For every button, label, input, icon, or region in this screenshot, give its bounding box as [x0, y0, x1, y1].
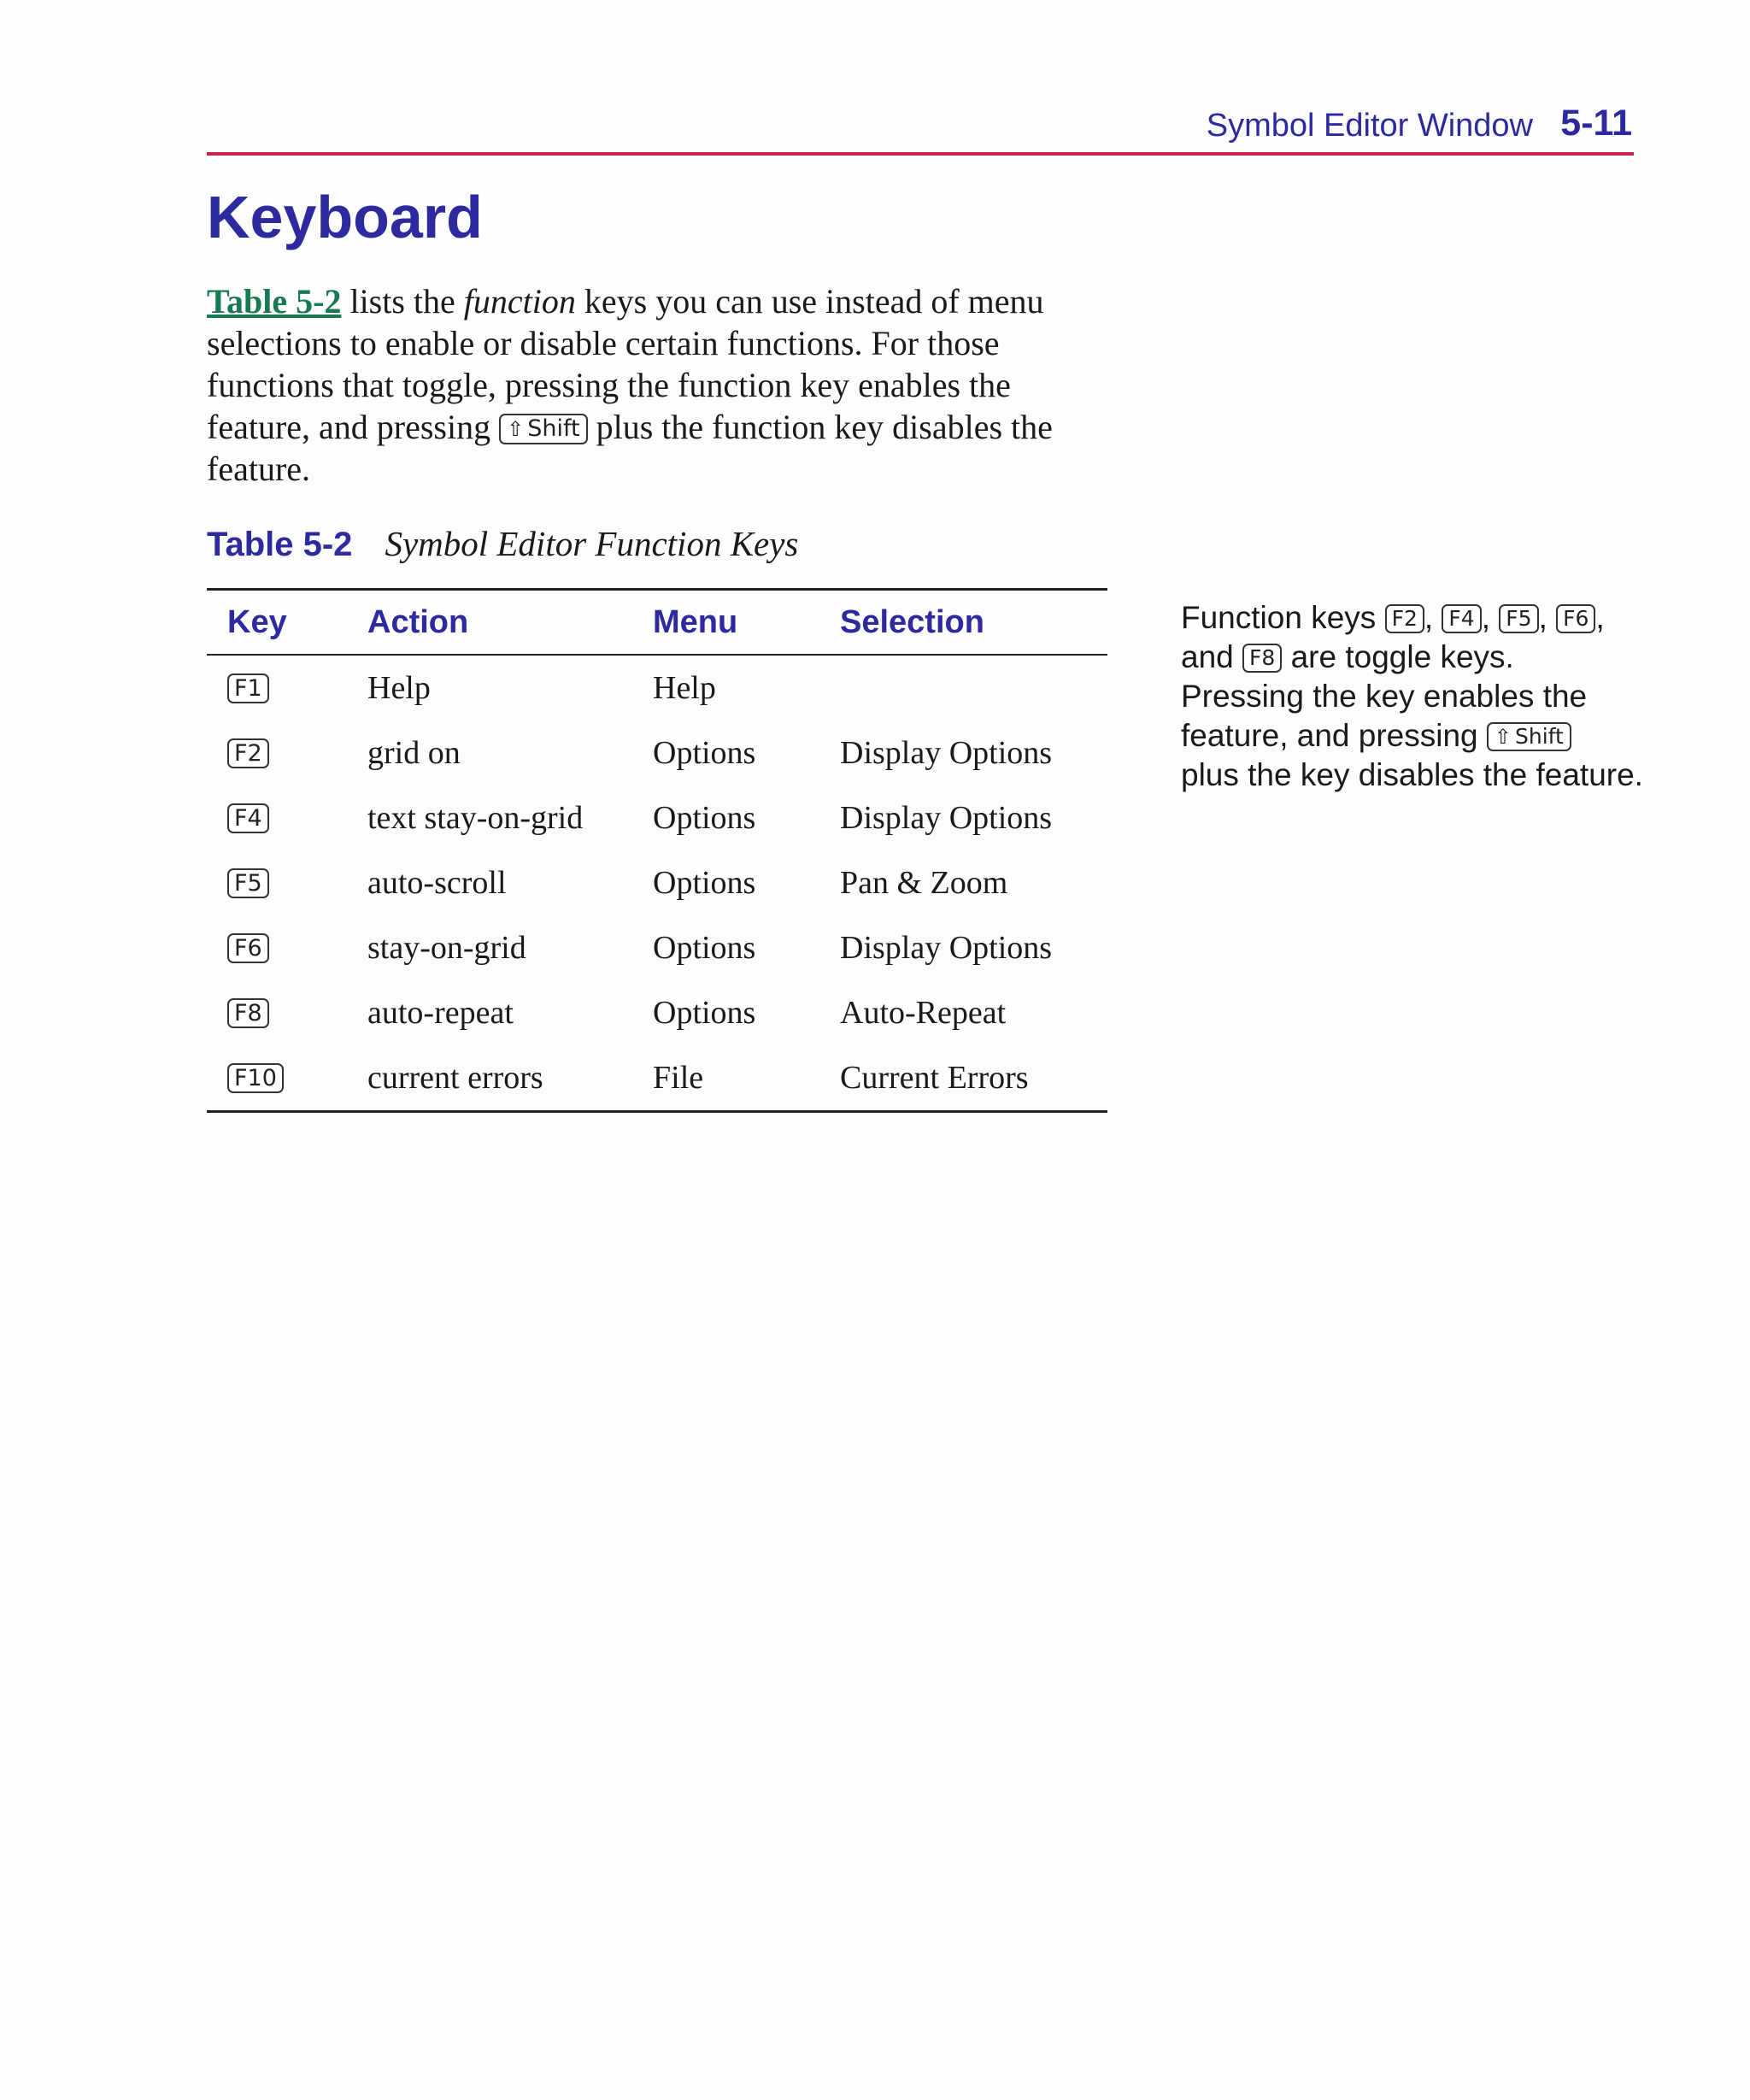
table-caption-label: Table 5-2 [207, 526, 353, 563]
cell-selection: Display Options [840, 735, 1053, 771]
shift-key-label: Shift [1515, 724, 1564, 749]
intro-paragraph [207, 280, 1121, 490]
margin-note-line-2 [1181, 638, 1694, 677]
function-key-badge: F1 [227, 674, 269, 703]
f5-key: F5 [1499, 604, 1538, 633]
function-key-badge: F10 [227, 1063, 284, 1093]
page-header [207, 101, 1634, 156]
section-heading: Keyboard [207, 184, 483, 250]
col-header-key: Key [207, 590, 367, 656]
cell-menu: Options [653, 930, 756, 966]
cell-action: text stay-on-grid [367, 800, 584, 836]
table-caption-title: Symbol Editor Function Keys [385, 524, 799, 563]
table-header-row [207, 590, 1107, 656]
f2-key: F2 [1385, 604, 1424, 633]
cell-menu: File [653, 1060, 704, 1096]
cell-menu: Help [653, 670, 716, 706]
margin-note-text: and [1181, 639, 1243, 674]
margin-note-text: are toggle keys. [1282, 639, 1514, 674]
function-key-badge: F4 [227, 803, 269, 833]
margin-note-line-1 [1181, 598, 1694, 638]
shift-arrow-icon: ⇧ [1494, 725, 1512, 749]
f4-key: F4 [1442, 604, 1481, 633]
table-row [207, 785, 1107, 850]
shift-key [1487, 722, 1571, 751]
f6-key: F6 [1556, 604, 1595, 633]
cell-selection: Current Errors [840, 1060, 1029, 1096]
function-key-badge: F5 [227, 868, 269, 898]
margin-note [1181, 598, 1694, 795]
shift-arrow-icon: ⇧ [507, 417, 525, 441]
cell-action: stay-on-grid [367, 930, 526, 966]
cell-action: grid on [367, 735, 461, 771]
table-row [207, 1045, 1107, 1112]
function-key-badge: F8 [227, 998, 269, 1028]
intro-text-3: plus the function key disables the feature. [207, 408, 1053, 488]
shift-key-label: Shift [527, 415, 580, 442]
margin-note-text: feature, and pressing [1181, 718, 1487, 753]
col-header-action: Action [367, 590, 653, 656]
cell-selection: Pan & Zoom [840, 865, 1008, 901]
table-row [207, 721, 1107, 785]
col-header-menu: Menu [653, 590, 840, 656]
function-key-badge: F2 [227, 738, 269, 768]
table-row [207, 850, 1107, 915]
cell-selection: Display Options [840, 930, 1053, 966]
intro-emphasis: function [463, 282, 576, 321]
shift-key [499, 414, 587, 444]
cell-action: current errors [367, 1060, 543, 1096]
margin-note-text: , [1595, 600, 1605, 635]
page-number: 5-11 [1560, 103, 1632, 144]
table-row [207, 915, 1107, 980]
margin-note-line-3: Pressing the key enables the [1181, 679, 1588, 714]
table-row [207, 980, 1107, 1045]
table-row [207, 655, 1107, 721]
cell-menu: Options [653, 865, 756, 901]
col-header-selection: Selection [840, 590, 1107, 656]
margin-note-line-4 [1181, 716, 1694, 756]
cell-menu: Options [653, 995, 756, 1031]
cell-selection: Auto-Repeat [840, 995, 1007, 1031]
cell-menu: Options [653, 735, 756, 771]
table-caption [207, 523, 798, 564]
function-key-badge: F6 [227, 933, 269, 963]
f8-key: F8 [1242, 644, 1282, 673]
cell-menu: Options [653, 800, 756, 836]
margin-note-text: Function keys [1181, 600, 1385, 635]
cell-action: Help [367, 670, 431, 706]
function-keys-table [207, 588, 1107, 1113]
cell-action: auto-repeat [367, 995, 514, 1031]
margin-note-text: , [1424, 600, 1442, 635]
cell-selection [840, 655, 1107, 721]
margin-note-text: , [1481, 600, 1500, 635]
running-header-title: Symbol Editor Window [1206, 108, 1533, 144]
margin-note-line-5: plus the key disables the feature. [1181, 757, 1643, 792]
cell-selection: Display Options [840, 800, 1053, 836]
intro-text-1: lists the [341, 282, 464, 321]
cell-action: auto-scroll [367, 865, 507, 901]
margin-note-text: , [1538, 600, 1557, 635]
table-xref-link[interactable]: Table 5-2 [207, 282, 342, 321]
intro-text-2: keys you can use instead of menu selections to enable or disable certain functions. For those functions that toggle, pressing the function key enables the feature, and pressing [207, 282, 1044, 446]
